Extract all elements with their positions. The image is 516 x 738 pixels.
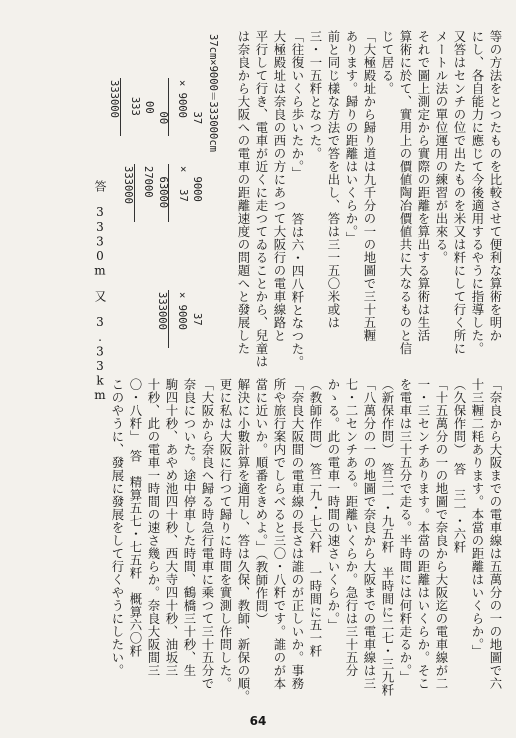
text-column: 〇・八粁」 答 精算五七・七五粁 概算六〇粁 — [128, 378, 143, 658]
text-column: 大極殿址は奈良の西の方にあつて大阪行の電車線路と — [272, 30, 287, 342]
calc-line: 37 — [191, 80, 203, 125]
text-column: は奈良から大阪への電車の距離速度の問題へと發展した — [236, 30, 251, 355]
text-column: 「往復いくら歩いたか。」 答は六・四八粁となつた。 — [290, 30, 305, 369]
text-column: 「奈良から大阪までの電車線は五萬分の一の地圖で六 — [488, 378, 503, 690]
calc-line: × 9000 — [176, 292, 188, 330]
text-column: 所や旅行案内でしらべると三〇・八粁です。誰のが本 — [272, 378, 287, 690]
calc-line: 333000 — [108, 80, 120, 118]
text-column: 更に私は大阪に行つて歸りに時間を實測し作問した。 — [218, 378, 233, 690]
text-column: 一・三センチあります。本當の距離はいくらか。そこ — [416, 378, 431, 690]
text-column: 「大阪から奈良へ歸る時急行電車に乘つて三十五分で — [200, 378, 215, 690]
text-column: 又答はセンチの位で出たものを米又は粁にして行く所に — [452, 30, 467, 355]
calc-rule — [120, 78, 121, 136]
calc-answer: 又 3.33km — [93, 290, 107, 403]
calc-rule — [168, 290, 169, 348]
text-column: にし、各自能力に應じて今後適用するやうに指導した。 — [470, 30, 485, 355]
text-column: 解決に小數計算を適用し、答は久保、教師、新保の順。 — [236, 378, 251, 703]
text-column: メートル法の單位運用の練習が出來る。 — [434, 30, 449, 264]
calc-line: 333000 — [156, 292, 168, 330]
calc-rule — [134, 164, 135, 222]
calc-line: 333000 — [122, 166, 134, 204]
text-column: 三・一五粁となつた。 — [308, 30, 323, 160]
text-column: このやうに、發展に發展をして行くやうにしたい。 — [110, 378, 125, 677]
page-number: 64 — [249, 714, 267, 728]
text-column: じて居る。 — [380, 30, 395, 95]
text-column: 「八萬分の一の地圖で奈良から大阪までの電車線は三 — [362, 378, 377, 690]
calc-line: 63000 — [157, 166, 169, 209]
calc-line: 00 — [143, 80, 155, 114]
text-column: 十秒、此の電車一時間の速さ幾らか。奈良大阪間三 — [146, 378, 161, 677]
calc-line: × 9000 — [176, 80, 188, 118]
text-column: 當に近いか。順番をきめよ。」（教師作問） — [254, 378, 269, 626]
calc-line: 333 — [129, 80, 141, 116]
calc-line: 00 — [157, 80, 169, 125]
text-column: かゝる。此の電車一時間の速さいくらか。」 — [326, 378, 341, 632]
calc-equation: 37cm×9000＝333000cm — [207, 34, 219, 152]
text-column: 駒四十秒、あやめ池四十秒、西大寺四十秒、油坂三 — [164, 378, 179, 677]
text-column: 平行して行き、電車が近くに走つてゐることから、兒童は — [254, 30, 269, 368]
text-column: あります。歸りの距離はいくらか。」 — [344, 30, 359, 245]
text-column: 奈良についた。途中停車した時間、鶴橋三十秒、生 — [182, 378, 197, 677]
calc-line: 27000 — [142, 166, 154, 198]
text-column: を電車は三十五分で走る。半時間には何粁走るか。」 — [398, 378, 413, 684]
text-column: 七・二センチある。距離いくらか。急行は三十五分 — [344, 378, 359, 677]
calc-line: 37 — [191, 292, 203, 326]
text-column: （新保作問） 答三一・九五粁 半時間に二七・三九粁 — [380, 378, 395, 697]
text-column: （教師作問） 答二九・七六粁 一時間に五一粁 — [308, 378, 323, 658]
text-column: 前と同じ樣な方法で答を出し、答は三一五〇米或は — [326, 30, 341, 329]
calc-answer: 答 3330m — [93, 180, 107, 279]
text-column: 十三糎二粍あります。本當の距離はいくらか。」 — [470, 378, 485, 658]
text-column: 算術に於て、實用上の價値陶冶價値共に大なるものと信 — [398, 30, 413, 355]
text-column: それで圖上測定から實際の距離を算出する算術は生活 — [416, 30, 431, 342]
text-column: 「大極殿址から歸り道は九千分の一の地圖で三十五糎 — [362, 30, 377, 342]
text-column: 等の方法をとつたものを比較させて便利な算術を明か — [488, 30, 503, 342]
text-column: （久保作問） 答 三一・六粁 — [452, 378, 467, 554]
text-column: 「十五萬分の一の地圖で奈良から大阪迄の電車線が二 — [434, 378, 449, 690]
text-column: 「奈良大阪間の電車線の長さは誰のが正しいか。事務 — [290, 378, 305, 690]
calc-line: × 37 — [177, 166, 189, 202]
calc-line: 9000 — [191, 166, 203, 202]
